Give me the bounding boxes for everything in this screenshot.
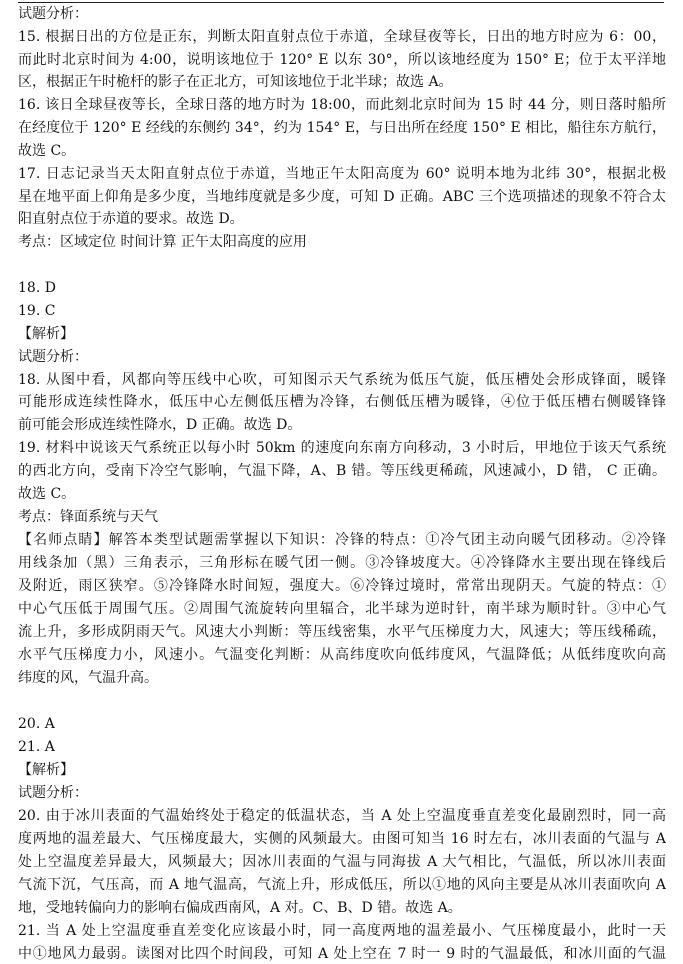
text-line: 中心气压低于周围气压。②周围气流旋转向里辐合，北半球为逆时针，南半球为顺时针。③中心气 xyxy=(18,601,666,617)
text-line: 水平气压梯度力小，风速小。气温变化判断：从高纬度吹向低纬度风，气温降低；从低纬度吹向高 xyxy=(18,647,666,663)
answer-line: 21. A xyxy=(18,739,55,755)
answer-line: 19. C xyxy=(18,303,56,319)
text-line: 流上升，多形成阴雨天气。风速大小判断：等压线密集，水平气压梯度力大，风速大；等压线稀疏， xyxy=(18,624,666,640)
text-line: 试题分析： xyxy=(18,785,88,801)
text-line: 前可能会形成连续性降水，D 正确。故选 D。 xyxy=(18,417,302,433)
section-label: 【解析】 xyxy=(18,762,74,778)
section-label: 【解析】 xyxy=(18,326,74,342)
text-line: 故选 C。 xyxy=(18,143,76,159)
top-rule xyxy=(18,2,664,3)
text-line: 17. 日志记录当天太阳直射点位于赤道，当地正午太阳高度为 60° 说明本地为北纬 30°，根据北极 xyxy=(18,166,666,182)
text-line: 20. 由于冰川表面的气温始终处于稳定的低温状态，当 A 处上空温度垂直差变化最剧烈时，同一高 xyxy=(18,808,666,824)
text-line: 故选 C。 xyxy=(18,486,76,502)
text-line: 气流下沉，气压高，而 A 地气温高，气流上升，形成低压，所以①地的风向主要是从冰川表面吹向 A xyxy=(18,877,666,893)
text-line: 考点：锋面系统与天气 xyxy=(18,509,158,525)
text-line: 在经度位于 120° E 经线的东侧约 34°，约为 154° E，与日出所在经度 150° E 相比，船往东方航行， xyxy=(18,120,666,136)
answer-line: 20. A xyxy=(18,716,55,732)
text-line: 地，受地转偏向力的影响右偏成西南风，A 对。C、B、D 错。故选 A。 xyxy=(18,900,462,916)
text-line: 【名师点睛】解答本类型试题需掌握以下知识：冷锋的特点：①冷气团主动向暖气团移动。②冷锋 xyxy=(18,532,666,548)
text-line: 星在地平面上仰角是多少度，当地纬度就是多少度，可知 D 正确。ABC 三个选项描述的现象不符合太 xyxy=(18,189,666,205)
text-line: 阳直射点位于赤道的要求。故选 D。 xyxy=(18,211,244,227)
text-line: 19. 材料中说该天气系统正以每小时 50km 的速度向东南方向移动，3 小时后，甲地位于该天气系统 xyxy=(18,440,666,456)
text-line: 16. 该日全球昼夜等长，全球日落的地方时为 18:00，而此刻北京时间为 15 时 44 分，则日落时船所 xyxy=(18,97,666,113)
text-line: 考点：区域定位 时间计算 正午太阳高度的应用 xyxy=(18,234,307,250)
text-line: 区，根据正午时桅杆的影子在正北方，可知该地位于北半球；故选 A。 xyxy=(18,74,453,90)
text-line: 纬度的风，气温升高。 xyxy=(18,670,158,686)
text-line: 度两地的温差最大、气压梯度最大，实侧的风频最大。由图可知当 16 时左右，冰川表面的气温与 A xyxy=(18,831,666,847)
text-line: 而此时北京时间为 4:00，说明该地位于 120° E 以东 30°，所以该地经度为 150° E；位于太平洋地 xyxy=(18,52,666,68)
text-line: 15. 根据日出的方位是正东，判断太阳直射点位于赤道，全球昼夜等长，日出的地方时应为 6：00， xyxy=(18,29,666,45)
text-line: 的西北方向，受南下冷空气影响，气温下降，A、B 错。等压线更稀疏，风速减小，D 错， C 正确。 xyxy=(18,463,666,479)
text-line: 试题分析： xyxy=(18,349,88,365)
text-line: 用线条加（黑）三角表示，三角形标在暖气团一侧。③冷锋坡度大。④冷锋降水主要出现在锋线后 xyxy=(18,555,666,571)
text-line: 18. 从图中看，风都向等压线中心吹，可知图示天气系统为低压气旋，低压槽处会形成锋面，暖锋 xyxy=(18,372,666,388)
text-line: 21. 当 A 处上空温度垂直差变化应该最小时，同一高度两地的温差最小、气压梯度最小，此时一天 xyxy=(18,923,666,939)
text-line: 中①地风力最弱。读图对比四个时间段，可知 A 处上空在 7 时一 9 时的气温最低，和冰川面的气温 xyxy=(18,946,666,962)
text-line: 可能形成连续性降水，低压中心左侧低压槽为冷锋，右侧低压槽为暖锋，④位于低压槽右侧暖锋锋 xyxy=(18,394,666,410)
text-line: 及附近，雨区狭窄。⑤冷锋降水时间短，强度大。⑥冷锋过境时，常常出现阴天。气旋的特点：① xyxy=(18,578,666,594)
answer-line: 18. D xyxy=(18,280,56,296)
text-line: 试题分析： xyxy=(18,6,88,22)
text-line: 处上空温度差异最大，风频最大；因冰川表面的气温与同海拔 A 大气相比，气温低，所以冰川表面 xyxy=(18,854,666,870)
